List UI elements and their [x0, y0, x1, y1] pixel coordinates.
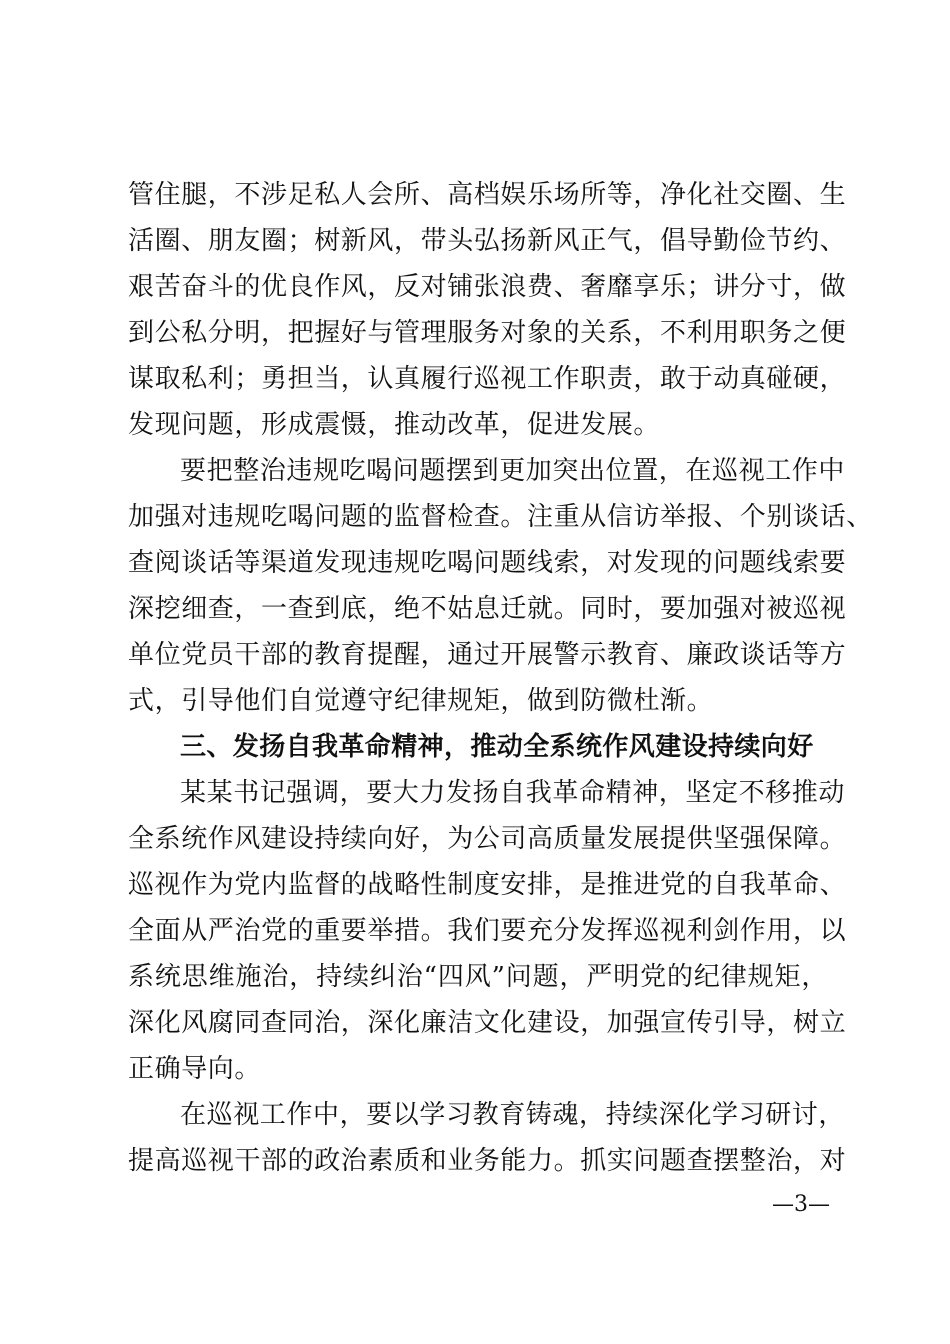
text-line: 巡视作为党内监督的战略性制度安排，是推进党的自我革命、 — [128, 870, 847, 900]
page-number: —3— — [772, 1192, 830, 1217]
text-line: 活圈、朋友圈；树新风，带头弘扬新风正气，倡导勤俭节约、 — [128, 226, 847, 256]
text-line: 发现问题，形成震慑，推动改革，促进发展。 — [128, 410, 661, 440]
paragraph-first-line: 某某书记强调，要大力发扬自我革命精神，坚定不移推动 — [180, 778, 846, 808]
section-heading: 三、发扬自我革命精神，推动全系统作风建设持续向好 — [180, 732, 814, 762]
text-line: 提高巡视干部的政治素质和业务能力。抓实问题查摆整治，对 — [128, 1146, 847, 1176]
text-line: 查阅谈话等渠道发现违规吃喝问题线索，对发现的问题线索要 — [128, 548, 847, 578]
text-line: 单位党员干部的教育提醒，通过开展警示教育、廉政谈话等方 — [128, 640, 847, 670]
text-line: 管住腿，不涉足私人会所、高档娱乐场所等，净化社交圈、生 — [128, 180, 847, 210]
text-line: 艰苦奋斗的优良作风，反对铺张浪费、奢靡享乐；讲分寸，做 — [128, 272, 847, 302]
text-line: 式，引导他们自觉遵守纪律规矩，做到防微杜渐。 — [128, 686, 714, 716]
paragraph-first-line: 要把整治违规吃喝问题摆到更加突出位置，在巡视工作中 — [180, 456, 846, 486]
text-line: 全系统作风建设持续向好，为公司高质量发展提供坚强保障。 — [128, 824, 847, 854]
paragraph-first-line: 在巡视工作中，要以学习教育铸魂，持续深化学习研讨， — [180, 1100, 846, 1130]
text-line: 正确导向。 — [128, 1054, 262, 1084]
text-line: 加强对违规吃喝问题的监督检查。注重从信访举报、个别谈话、 — [128, 502, 873, 532]
text-line: 到公私分明，把握好与管理服务对象的关系，不利用职务之便 — [128, 318, 847, 348]
text-line: 深化风腐同查同治，深化廉洁文化建设，加强宣传引导，树立 — [128, 1008, 847, 1038]
text-line: 系统思维施治，持续纠治“四风”问题，严明党的纪律规矩， — [128, 962, 828, 992]
text-line: 全面从严治党的重要举措。我们要充分发挥巡视利剑作用，以 — [128, 916, 847, 946]
text-line: 谋取私利；勇担当，认真履行巡视工作职责，敢于动真碰硬， — [128, 364, 847, 394]
text-line: 深挖细查，一查到底，绝不姑息迁就。同时，要加强对被巡视 — [128, 594, 847, 624]
